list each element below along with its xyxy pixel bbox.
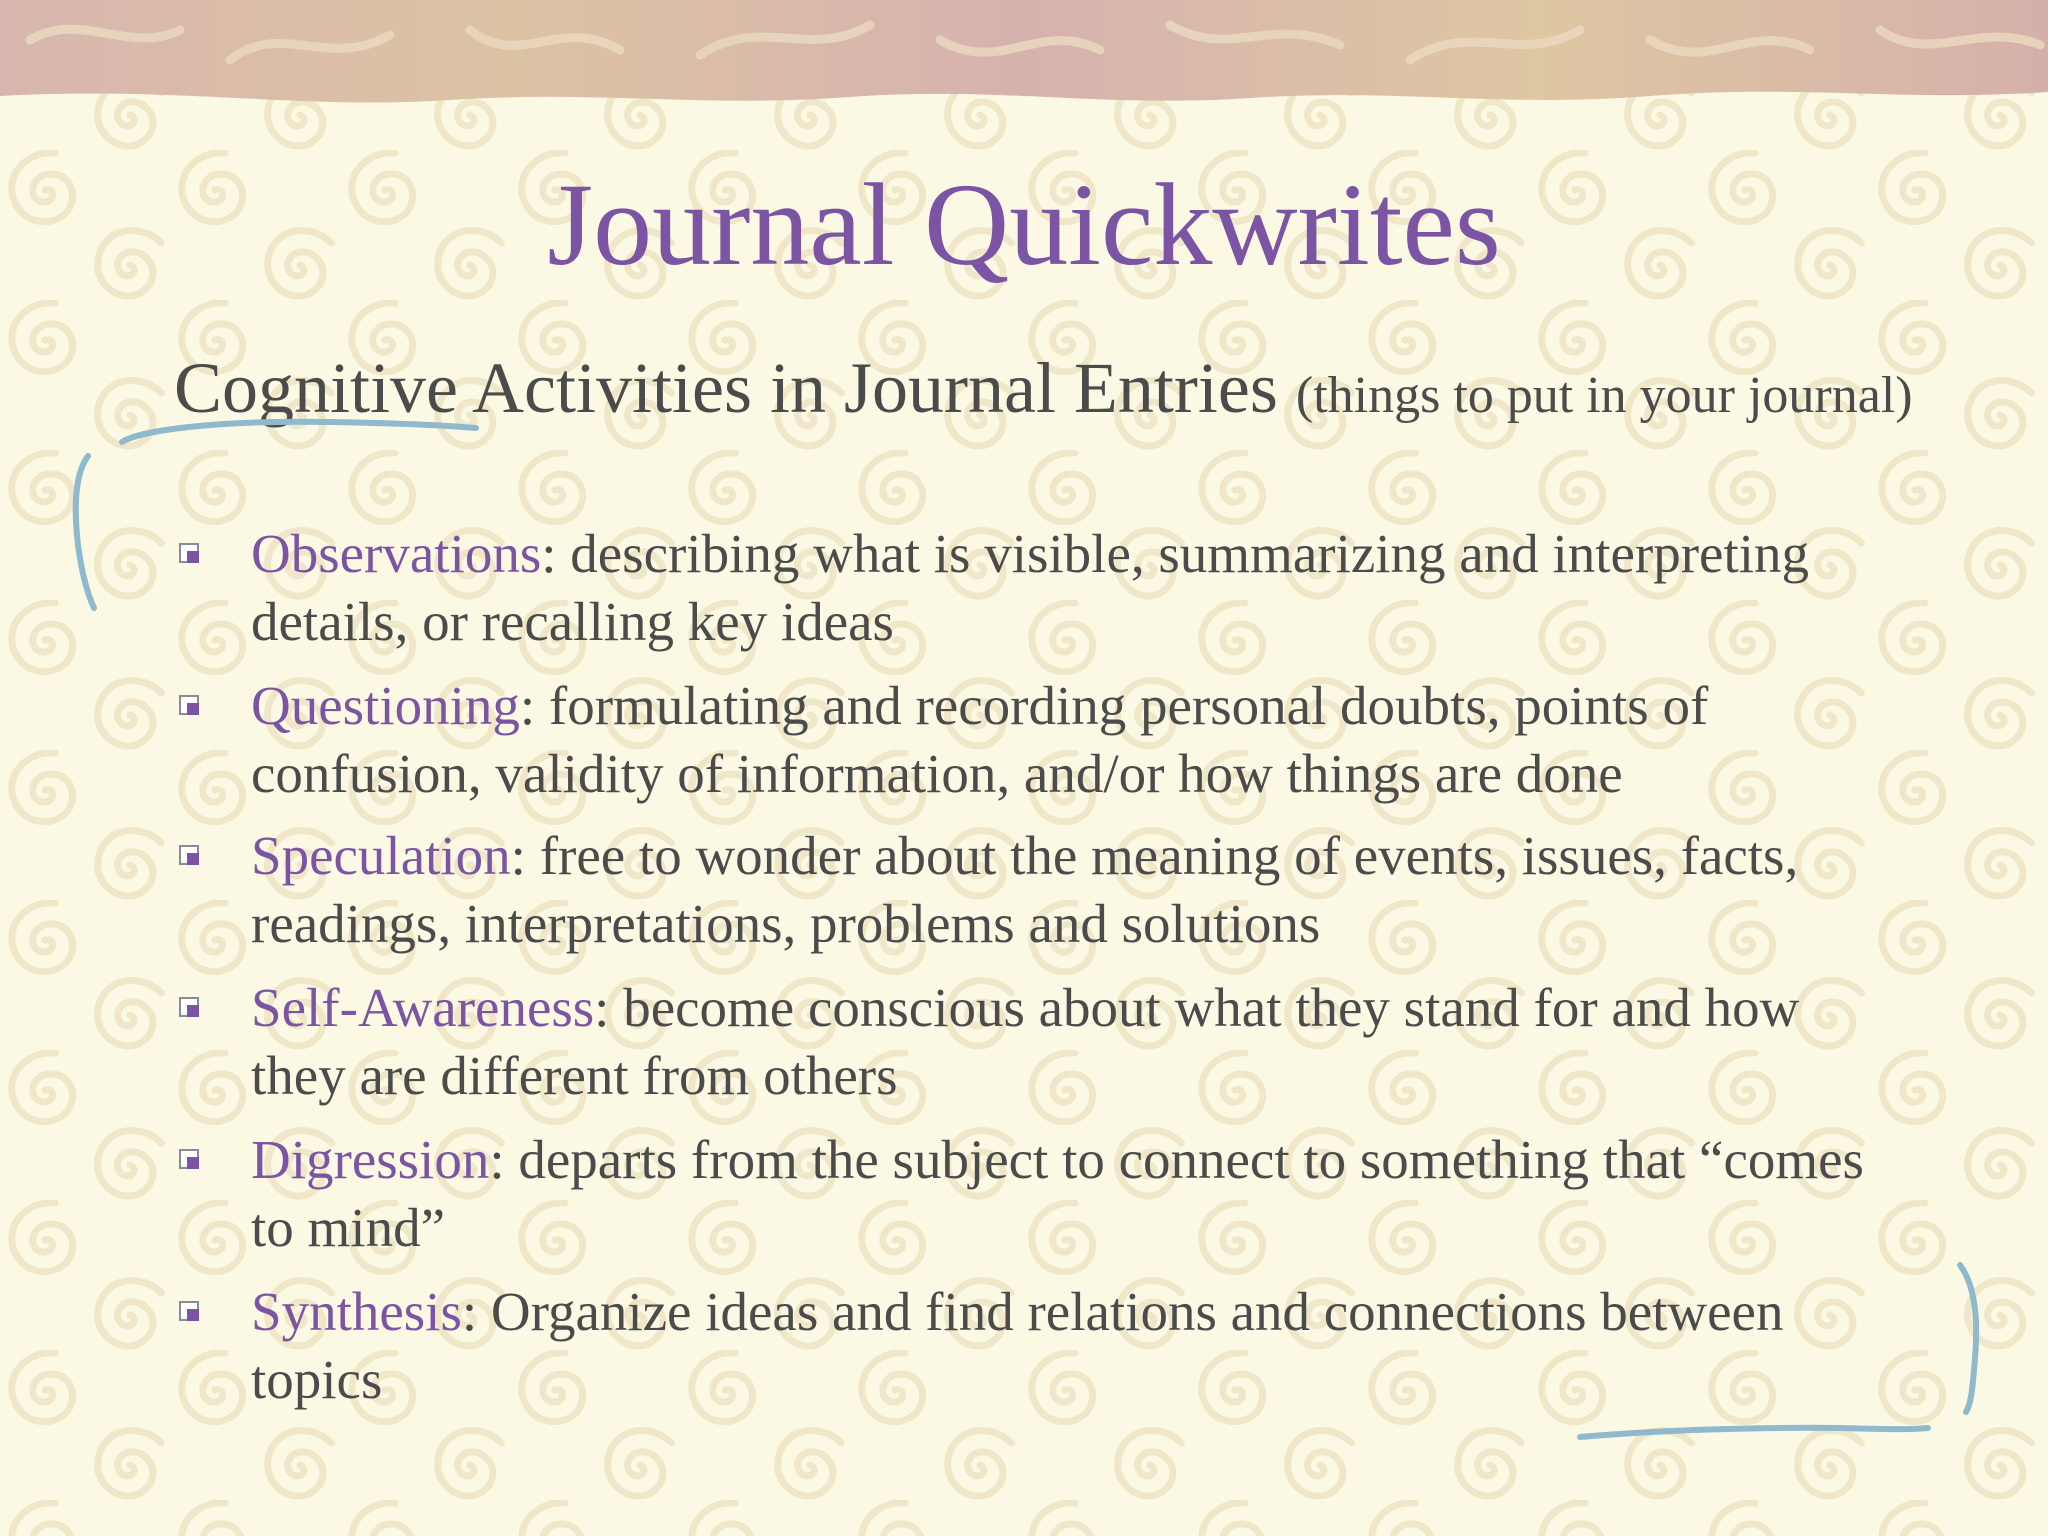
item-term: Speculation xyxy=(251,825,511,886)
activity-list xyxy=(174,520,1894,1430)
item-term: Observations xyxy=(251,523,542,584)
square-bullet-icon xyxy=(178,542,202,566)
decorative-top-band xyxy=(0,0,2048,120)
square-bullet-icon xyxy=(178,996,202,1020)
intro-main-text: Cognitive Activities in Journal Entries xyxy=(174,348,1278,428)
item-description: : become conscious about what they stand for and how they are different from others xyxy=(251,977,1800,1106)
square-bullet-icon xyxy=(178,1148,202,1172)
slide-title: Journal Quickwrites xyxy=(547,159,1501,290)
item-description: : free to wonder about the meaning of events, issues, facts, readings, interpretations, problems and solutions xyxy=(251,825,1799,954)
list-item xyxy=(174,1126,1894,1262)
intro-note-text: (things to put in your journal) xyxy=(1295,367,1913,424)
item-description: : departs from the subject to connect to something that “comes to mind” xyxy=(251,1129,1864,1258)
intro-heading xyxy=(174,350,1968,434)
square-bullet-icon xyxy=(178,1300,202,1324)
list-item xyxy=(174,822,1894,958)
list-item xyxy=(174,672,1894,808)
square-bullet-icon xyxy=(178,844,202,868)
item-term: Synthesis xyxy=(251,1281,462,1342)
list-item xyxy=(174,520,1894,656)
item-term: Digression xyxy=(251,1129,490,1190)
list-item xyxy=(174,1278,1894,1414)
square-bullet-icon xyxy=(178,694,202,718)
item-description: : describing what is visible, summarizing and interpreting details, or recalling key ideas xyxy=(251,523,1810,652)
list-item xyxy=(174,974,1894,1110)
item-description: : Organize ideas and find relations and connections between topics xyxy=(251,1281,1784,1410)
item-term: Questioning xyxy=(251,675,520,736)
item-description: : formulating and recording personal doubts, points of confusion, validity of information, and/or how things are done xyxy=(251,675,1709,804)
item-term: Self-Awareness xyxy=(251,977,595,1038)
